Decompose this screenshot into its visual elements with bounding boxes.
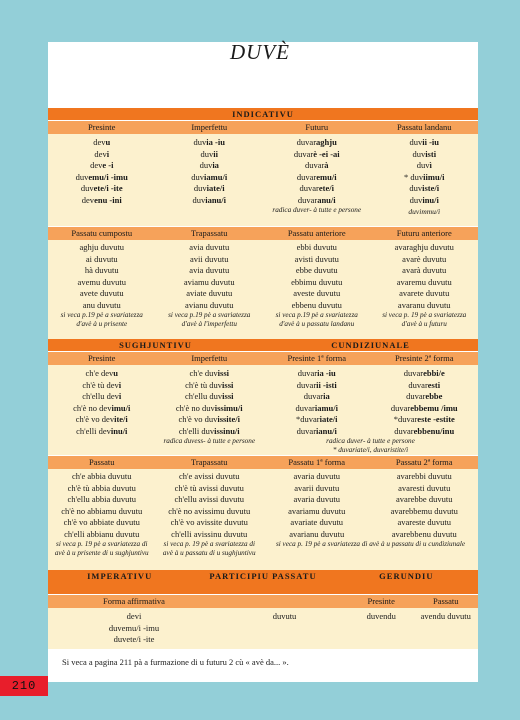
conjugation-form: avemu duvutu xyxy=(77,276,126,287)
page-number: 210 xyxy=(0,676,48,696)
conjugation-form: duvemu/i -imu xyxy=(75,171,128,182)
conjugation-form: ai duvutu xyxy=(85,253,118,264)
conjugation-form: duvete/i -ite xyxy=(113,634,155,644)
indicativu-body xyxy=(48,134,478,229)
conjugation-form: aviamu duvutu xyxy=(183,276,235,287)
conjugation-form: avaresti duvutu xyxy=(398,482,451,493)
col-sugh-trapassatu xyxy=(156,471,264,575)
conjugation-form: avete duvutu xyxy=(79,288,124,298)
note-sugh-trapassatu: si veca p. 19 pè a svariatezza di avè à u passatu di u sughjuntivu xyxy=(162,540,256,557)
note-trapassatu: si veca p.19 pè a svariatezza d'avè à l'imperfettu xyxy=(168,311,251,328)
section-indicativu: INDICATIVU xyxy=(48,108,478,120)
nonpersonal-headers xyxy=(48,594,478,608)
composti-headers xyxy=(48,226,478,240)
conjugation-form: avarè duvutu xyxy=(402,253,447,264)
header-trapassatu: Trapassatu xyxy=(190,228,228,238)
conjugation-form: aveste duvutu xyxy=(293,288,341,298)
passatu-anteriore-forms xyxy=(263,242,371,311)
note-futuru-anteriore: si veca p. 19 pè a svariatezza d'avè à u futuru xyxy=(382,311,467,328)
col-cund-passatu1 xyxy=(263,471,371,540)
note-cund-radica: radica duver- à tutte e persone xyxy=(326,437,415,445)
conjugation-form: avaraghju duvutu xyxy=(394,242,454,252)
note-passatu-anteriore: si veca p.19 pè a svariatezza d'avè à u passatu landanu xyxy=(275,311,358,328)
conjugation-form: duvaria -iu xyxy=(297,368,336,378)
conjugation-form: duvete/i -ite xyxy=(80,183,123,193)
conjugation-form: ch'è vo duvissite/i xyxy=(178,414,240,424)
conjugation-form: duviate/i xyxy=(193,183,225,193)
composti-table xyxy=(48,226,478,344)
conjugation-form: ch'e avissi duvutu xyxy=(178,471,240,481)
conjugation-form: avarete duvutu xyxy=(399,288,450,298)
col-sugh-passatu xyxy=(48,471,156,575)
conjugation-form: duvaranu/i xyxy=(297,194,336,205)
col-futuru xyxy=(263,137,371,229)
cund-passatu-group xyxy=(263,471,478,575)
sugh-passatu-forms xyxy=(48,471,156,540)
conjugation-form: ch'è vo abbiate duvutu xyxy=(63,517,140,527)
note-cund-passatu: si veca p. 19 pè a svariatezza di avè à u passatu di u cundiziunale xyxy=(275,540,466,548)
conjugation-form: duvaraghju xyxy=(296,137,337,147)
futuru-anteriore-forms xyxy=(371,242,479,311)
col-sugh-imperfettu xyxy=(156,368,264,466)
conjugation-form: * duviimu/i xyxy=(404,171,445,182)
conjugation-form: ch'è tù devi xyxy=(82,379,122,390)
conjugation-form: duvia -iu xyxy=(193,137,225,147)
conjugation-form: duvì xyxy=(416,160,432,170)
header-participiu-blank xyxy=(220,595,349,608)
futuru-forms xyxy=(263,137,371,206)
conjugation-form: avaranu duvutu xyxy=(397,299,451,310)
conjugation-form: duvariamu/i xyxy=(295,402,338,413)
header-passatu-landanu: Passatu landanu xyxy=(396,122,452,132)
conjugation-form: duvarianu/i xyxy=(296,425,337,436)
col-cund-forma1 xyxy=(263,368,371,437)
col-ger-passatu xyxy=(414,611,479,649)
composti-body xyxy=(48,240,478,344)
conjugation-form: hà duvutu xyxy=(84,265,119,275)
passatu-body xyxy=(48,469,478,575)
header-imperfettu: Imperfettu xyxy=(191,122,228,132)
gerundiu-passatu-value: avendu duvutu xyxy=(420,611,471,621)
conjugation-form: duvemu/i -imu xyxy=(108,622,160,633)
conjugation-form: ch'è no devimu/i xyxy=(73,402,131,413)
conjugation-form: ch'è tù avissi duvutu xyxy=(174,482,244,493)
conjugation-form: ch'è no avissimu duvutu xyxy=(168,505,251,516)
section-cundiziunale: CUNDIZIUNALE xyxy=(331,340,410,350)
conjugation-form: duvianu/i xyxy=(192,194,227,205)
conjugation-form: duvimmu/i xyxy=(408,207,441,216)
conjugation-form: duvinu/i xyxy=(409,194,439,205)
conjugation-form: ebbenu duvutu xyxy=(291,299,342,310)
conjugation-form: ebbe duvutu xyxy=(295,265,338,275)
note-sugh-passatu: si veca p. 19 pè a svariatezza di avè à u prisente di u sughjuntivu xyxy=(54,540,149,557)
conjugation-form: devenu -ini xyxy=(81,194,122,205)
gerundiu-presinte-value: duvendu xyxy=(366,611,396,621)
participiu-value: duvutu xyxy=(272,611,297,621)
header-ger-presinte: Presinte xyxy=(367,596,395,606)
col-sugh-presinte xyxy=(48,368,156,466)
header-sugh-imperfettu: Imperfettu xyxy=(191,353,228,363)
conjugation-form: duvarebbe xyxy=(406,391,443,401)
page-title: DUVÈ xyxy=(230,40,290,64)
header-cund-forma1: Presinte 1ª forma xyxy=(287,353,347,363)
col-ger-presinte xyxy=(349,611,414,649)
conjugation-form: ch'elli devinu/i xyxy=(76,425,128,436)
section-sughjuntivu: SUGHJUNTIVU xyxy=(119,340,192,350)
conjugation-form: duvarebbemu /imu xyxy=(390,402,458,413)
conjugation-form: ch'è vo avissite duvutu xyxy=(170,517,248,527)
conjugation-form: deve -i xyxy=(90,160,114,170)
section-imperativu: IMPERATIVU xyxy=(87,571,153,581)
conjugation-form: avisti duvutu xyxy=(294,253,339,264)
conjugation-form: ch'e devu xyxy=(85,368,118,378)
conjugation-form: avaria duvutu xyxy=(293,471,340,481)
col-participiu xyxy=(220,611,349,649)
sughjuntivu-table xyxy=(48,339,478,466)
conjugation-form: duvia xyxy=(199,160,219,170)
section-gerundiu: GERUNDIU xyxy=(379,571,434,581)
conjugation-form: avariamu duvutu xyxy=(288,505,346,516)
conjugation-form: ch'elli avissinu duvutu xyxy=(171,528,248,539)
conjugation-form: devi xyxy=(126,611,142,621)
conjugation-form: ch'ellu avissi duvutu xyxy=(174,494,245,504)
header-futuru: Futuru xyxy=(305,122,329,132)
nonpersonal-body xyxy=(48,608,478,649)
conjugation-form: duvarebbi/e xyxy=(403,368,445,378)
conjugation-form: avia duvutu xyxy=(189,242,230,252)
col-passatu-cumpostu xyxy=(48,242,156,344)
sughjuntivu-headers xyxy=(48,351,478,365)
conjugation-form: *duvareste -estite xyxy=(393,414,455,424)
conjugation-form: avariate duvutu xyxy=(290,517,344,527)
conjugation-form: ch'elli duvissinu/i xyxy=(178,425,240,436)
conjugation-form: avaria duvutu xyxy=(293,494,340,504)
conjugation-form: ch'ellu abbia duvutu xyxy=(67,494,137,504)
conjugation-form: avii duvutu xyxy=(190,253,229,264)
header-sugh-passatu: Passatu xyxy=(89,457,115,467)
conjugation-form: devu xyxy=(93,137,111,147)
col-cund-passatu2 xyxy=(371,471,479,540)
conjugation-form: anu duvutu xyxy=(82,299,121,310)
conjugation-form: avarebbemu duvutu xyxy=(390,505,458,516)
col-imperativu xyxy=(48,611,220,649)
section-nonpersonal xyxy=(48,570,478,594)
note-cund-variant: * duvariate/i, duvaristite/i xyxy=(332,445,409,454)
col-passatu-anteriore xyxy=(263,242,371,344)
col-imperfettu xyxy=(156,137,264,229)
conjugation-form: avarebbi duvutu xyxy=(396,471,452,481)
conjugation-form: duvaremu/i xyxy=(296,171,337,182)
indicativu-table xyxy=(48,108,478,229)
conjugation-form: duvii -iu xyxy=(409,137,440,147)
header-presinte: Presinte xyxy=(88,122,116,132)
col-futuru-anteriore xyxy=(371,242,479,344)
trapassatu-forms xyxy=(156,242,264,311)
conjugation-form: avianu duvutu xyxy=(185,299,234,310)
conjugation-form: ch'è no duvissimu/i xyxy=(175,402,243,413)
conjugation-form: avarà duvutu xyxy=(402,265,447,275)
conjugation-form: devi xyxy=(94,148,110,159)
conjugation-form: ch'è vo devite/i xyxy=(75,414,128,424)
conjugation-form: ch'è no abbiamu duvutu xyxy=(61,505,143,516)
conjugation-form: duvisti xyxy=(412,148,437,159)
conjugation-form: avarebbe duvutu xyxy=(396,494,453,504)
passatu-headers xyxy=(48,455,478,469)
header-sugh-trapassatu: Trapassatu xyxy=(190,457,228,467)
conjugation-form: ch'e duvissi xyxy=(189,368,230,378)
header-futuru-anteriore: Futuru anteriore xyxy=(396,228,452,238)
header-passatu-anteriore: Passatu anteriore xyxy=(287,228,346,238)
col-passatu-landanu xyxy=(371,137,479,229)
conjugation-form: duvaresti xyxy=(408,379,441,390)
cund-presinte-group xyxy=(263,368,478,466)
conjugation-form: ch'è tù abbia duvutu xyxy=(67,482,136,493)
conjugation-form: avarianu duvutu xyxy=(289,528,345,539)
passatu-sugh-table xyxy=(48,455,478,575)
conjugation-form: aviate duvutu xyxy=(186,288,233,298)
header-passatu-cumpostu: Passatu cumpostu xyxy=(71,228,133,238)
indicativu-headers xyxy=(48,120,478,134)
conjugation-form: duvaria xyxy=(303,391,330,401)
conjugation-form: avarebbenu duvutu xyxy=(391,528,457,539)
footer-note: Si veca a pagina 211 pà a furmazione di u futuru 2 cù « avè da... ». xyxy=(62,657,289,667)
conjugation-form: duvarè -ei -ai xyxy=(293,148,340,159)
header-cund-forma2: Presinte 2ª forma xyxy=(394,353,454,363)
note-passatu-cumpostu: si veca p.19 pè a svariatezza d'avè à u prisente xyxy=(60,311,143,328)
sugh-imperfettu-forms xyxy=(156,368,264,437)
section-sughjuntivu-cundiziunale xyxy=(48,339,478,351)
conjugation-form: avareste duvutu xyxy=(397,517,452,527)
conjugation-form: duvarà xyxy=(304,160,329,170)
conjugation-form: ch'è tù duvissi xyxy=(185,379,234,390)
conjugation-form: avia duvutu xyxy=(189,265,230,275)
section-participiu: PARTICIPIU PASSATU xyxy=(209,571,317,581)
conjugation-form: avaremu duvutu xyxy=(396,276,452,287)
conjugation-form: duvarete/i xyxy=(299,183,334,193)
header-cund-passatu1: Passatu 1ª forma xyxy=(288,457,346,467)
conjugation-form: ch'ellu devi xyxy=(82,391,122,401)
conjugation-form: duviamu/i xyxy=(191,171,228,182)
conjugation-form: duvii xyxy=(200,148,218,159)
conjugation-form: duvarii -isti xyxy=(296,379,337,390)
conjugation-form: ch'ellu duvissi xyxy=(184,391,234,401)
col-cund-forma2 xyxy=(371,368,479,437)
nonpersonal-table xyxy=(48,570,478,649)
passatu-cumpostu-forms xyxy=(48,242,156,311)
conjugation-form: duviste/i xyxy=(409,183,440,193)
header-cund-passatu2: Passatu 2ª forma xyxy=(395,457,453,467)
note-sugh-imperfettu: radica duvess- à tutte e persone xyxy=(163,437,256,445)
conjugation-form: ch'elli abbianu duvutu xyxy=(64,528,140,539)
sughjuntivu-body xyxy=(48,365,478,466)
conjugation-form: ebbi duvutu xyxy=(296,242,337,252)
header-ger-passatu: Passatu xyxy=(433,596,459,606)
conjugation-form: ch'e abbia duvutu xyxy=(71,471,132,481)
conjugation-form: ebbimu duvutu xyxy=(291,276,343,287)
col-trapassatu xyxy=(156,242,264,344)
header-forma-affirmativa: Forma affirmativa xyxy=(103,596,165,606)
conjugation-form: aghju duvutu xyxy=(79,242,125,252)
col-presinte xyxy=(48,137,156,229)
futuru-note: radica duver- à tutte e persone xyxy=(272,206,362,214)
conjugation-form: *duvariate/i xyxy=(295,414,338,424)
conjugation-form: avarii duvutu xyxy=(294,482,340,493)
conjugation-form: duvarebbenu/inu xyxy=(394,425,455,436)
sugh-trapassatu-forms xyxy=(156,471,264,540)
header-sugh-presinte: Presinte xyxy=(88,353,116,363)
